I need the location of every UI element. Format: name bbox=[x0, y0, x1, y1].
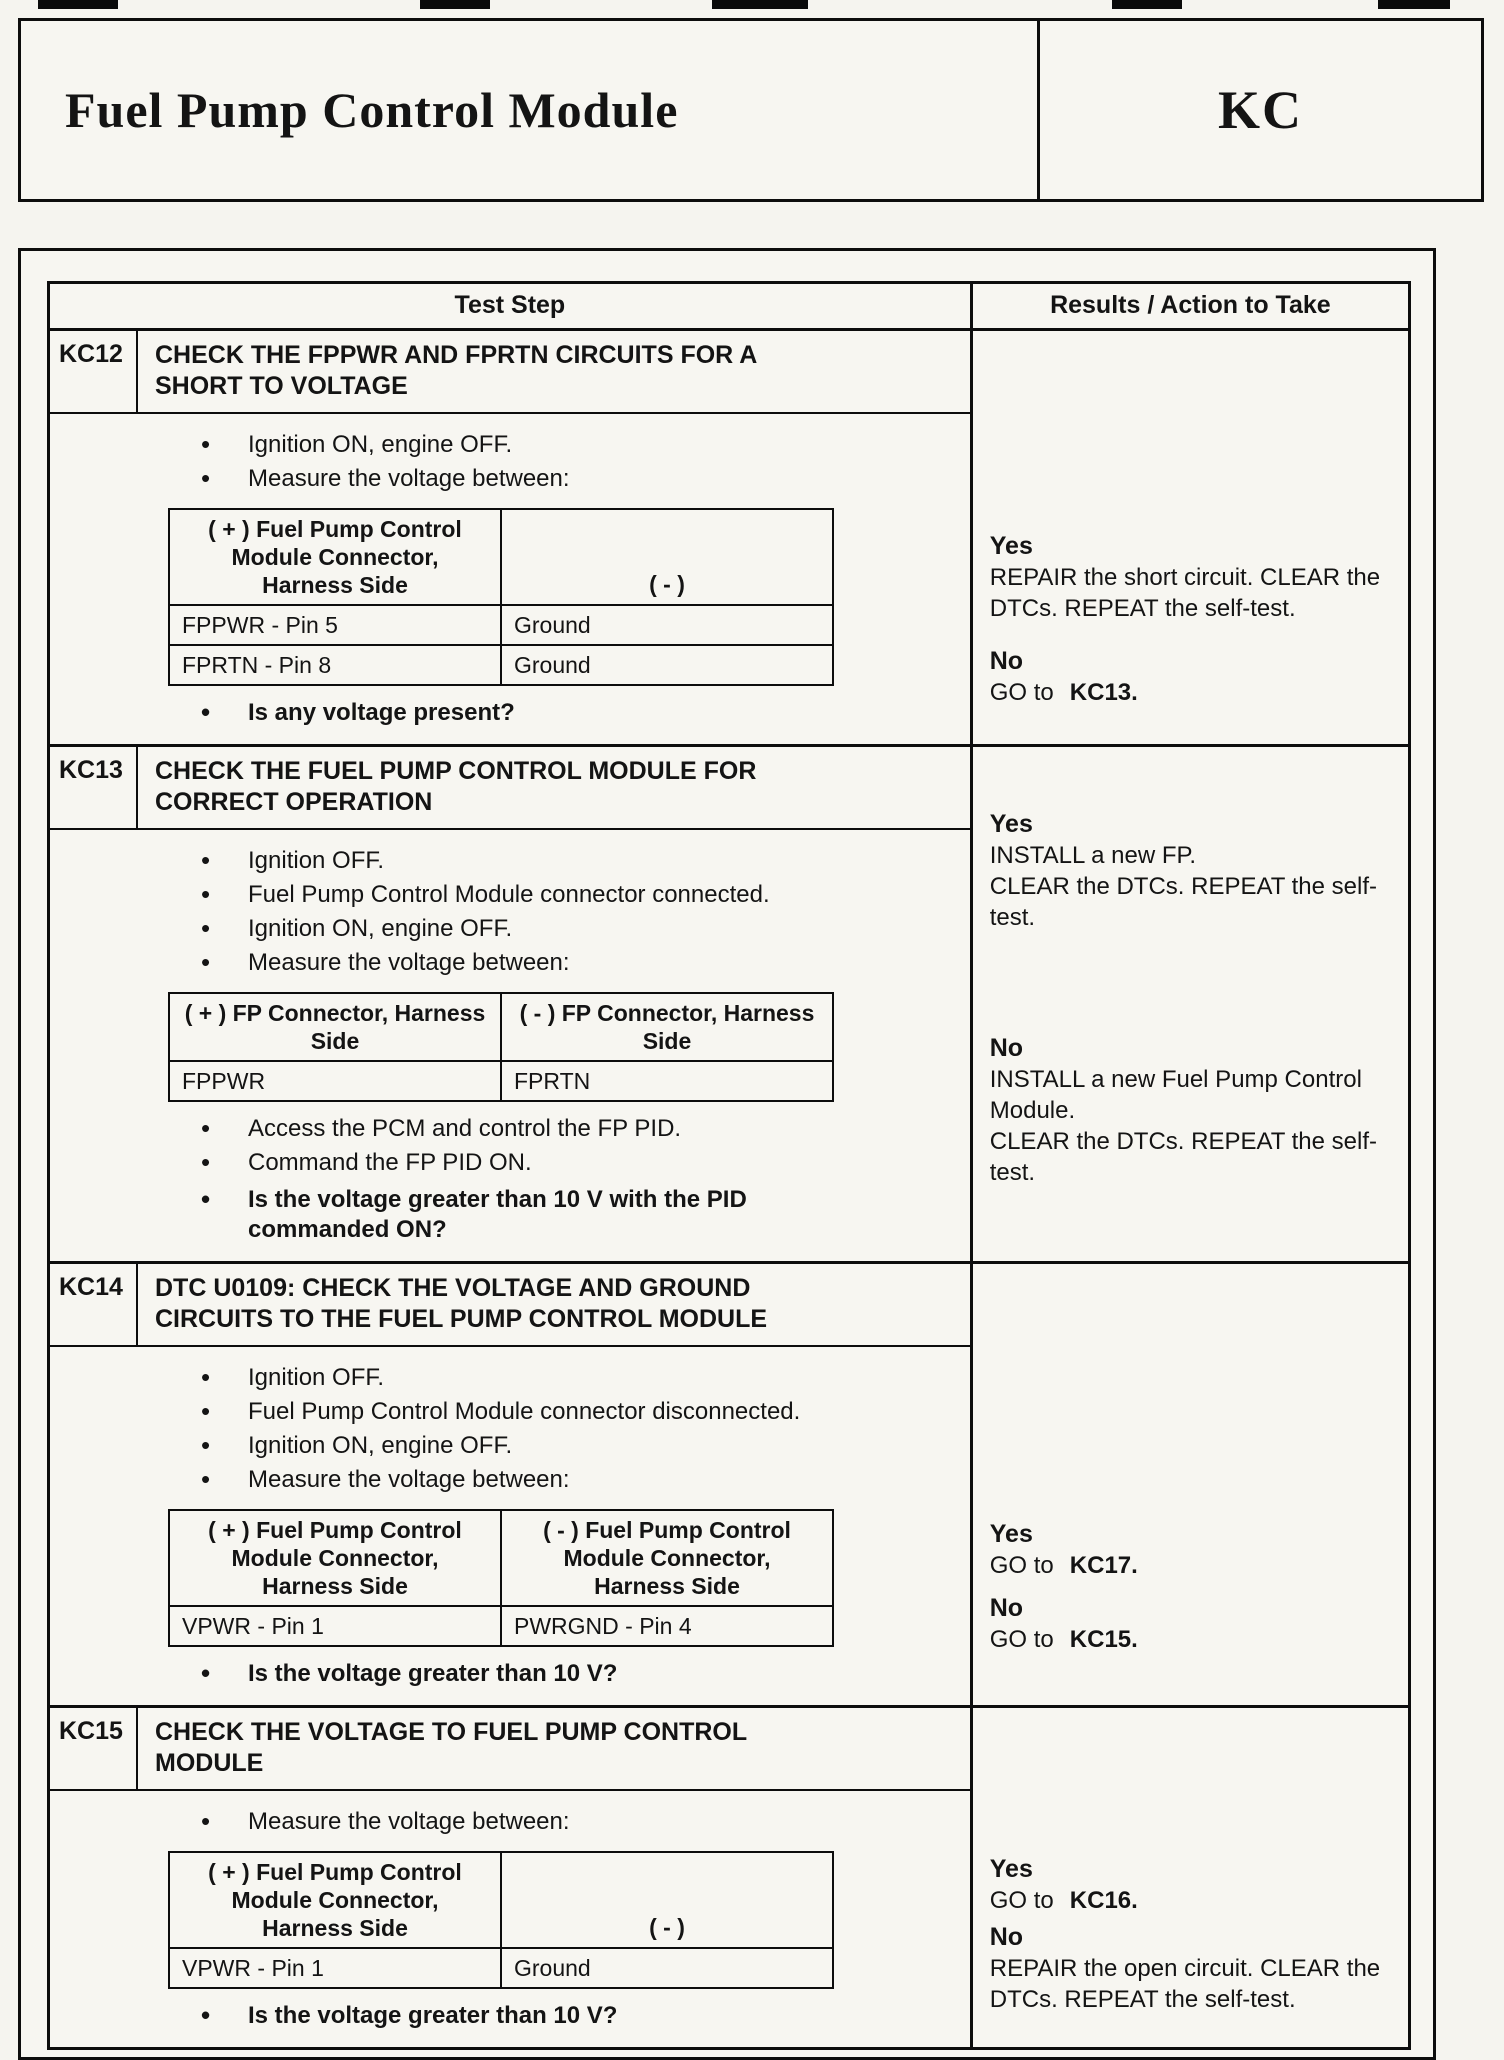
bullet-item: • Ignition ON, engine OFF. bbox=[50, 1431, 956, 1461]
test-step-cell bbox=[49, 1707, 972, 2049]
measurement-minus-header: ( - ) Fuel Pump Control Module Connector, Harness Side bbox=[501, 1510, 833, 1606]
result-no bbox=[990, 1033, 1396, 1188]
go-target-kc17: KC17. bbox=[1069, 1552, 1138, 1579]
measurement-header-row bbox=[169, 1510, 833, 1606]
step-question: • Is the voltage greater than 10 V? bbox=[50, 1659, 810, 1689]
step-body bbox=[50, 830, 970, 1261]
bullet-item: • Ignition ON, engine OFF. bbox=[50, 430, 956, 460]
test-step-cell bbox=[49, 1263, 972, 1707]
go-target-kc15: KC15. bbox=[1069, 1626, 1138, 1653]
results-content bbox=[973, 1708, 1408, 2021]
measurement-table bbox=[168, 992, 834, 1102]
measurement-plus-header: ( + ) FP Connector, Harness Side bbox=[169, 993, 501, 1061]
results-content bbox=[973, 331, 1408, 714]
procedure-bullets bbox=[50, 1807, 956, 1837]
step-header bbox=[50, 331, 970, 414]
result-no-label: No bbox=[989, 647, 1024, 675]
measurement-header-row bbox=[169, 1852, 833, 1948]
pinpoint-test-box bbox=[18, 248, 1436, 2060]
measurement-cell: VPWR - Pin 1 bbox=[169, 1606, 501, 1646]
bullet-item: • Ignition OFF. bbox=[50, 1363, 956, 1393]
measurement-header-row bbox=[169, 509, 833, 605]
measurement-row bbox=[169, 1948, 833, 1988]
test-step-cell bbox=[49, 746, 972, 1263]
go-target-kc16: KC16. bbox=[1069, 1887, 1138, 1914]
step-question: • Is any voltage present? bbox=[50, 698, 810, 728]
results-content bbox=[973, 747, 1408, 1194]
bullet-item: • Fuel Pump Control Module connector connected. bbox=[50, 880, 956, 910]
result-no bbox=[990, 1593, 1396, 1655]
measurement-row bbox=[169, 1061, 833, 1101]
go-prefix: GO to bbox=[989, 679, 1054, 706]
measurement-table bbox=[168, 1509, 834, 1647]
measurement-plus-header: ( + ) Fuel Pump Control Module Connector, Harness Side bbox=[169, 509, 501, 605]
bullet-item: • Ignition OFF. bbox=[50, 846, 956, 876]
go-prefix: GO to bbox=[989, 1887, 1054, 1914]
scan-mark bbox=[1112, 0, 1182, 9]
question-bullet bbox=[50, 1659, 956, 1689]
measurement-table bbox=[168, 508, 834, 686]
bullet-item: • Fuel Pump Control Module connector disconnected. bbox=[50, 1397, 956, 1427]
result-no-label: No bbox=[989, 1594, 1024, 1622]
measurement-cell: FPRTN bbox=[501, 1061, 833, 1101]
result-no-text bbox=[990, 677, 1396, 708]
bullet-item: • Measure the voltage between: bbox=[50, 464, 956, 494]
step-id: KC13 bbox=[50, 747, 138, 828]
go-target-kc13: KC13. bbox=[1069, 679, 1138, 706]
bullet-item: • Ignition ON, engine OFF. bbox=[50, 914, 956, 944]
measurement-row bbox=[169, 645, 833, 685]
measurement-cell: FPPWR bbox=[169, 1061, 501, 1101]
measurement-minus-header: ( - ) FP Connector, Harness Side bbox=[501, 993, 833, 1061]
measurement-cell: FPRTN - Pin 8 bbox=[169, 645, 501, 685]
result-yes bbox=[990, 531, 1396, 624]
procedure-bullets bbox=[50, 1114, 956, 1178]
document-header-title-area bbox=[21, 21, 1037, 199]
result-no-label: No bbox=[989, 1034, 1024, 1062]
result-yes bbox=[990, 809, 1396, 933]
column-header-test-step: Test Step bbox=[49, 283, 972, 330]
results-cell bbox=[971, 330, 1409, 746]
step-title: CHECK THE FUEL PUMP CONTROL MODULE FOR CORRECT OPERATION bbox=[155, 757, 757, 816]
result-no-text bbox=[990, 1624, 1396, 1655]
procedure-bullets bbox=[50, 846, 956, 978]
measurement-plus-header: ( + ) Fuel Pump Control Module Connector, Harness Side bbox=[169, 1852, 501, 1948]
question-bullet bbox=[50, 2001, 956, 2031]
step-title: CHECK THE VOLTAGE TO FUEL PUMP CONTROL MODULE bbox=[155, 1718, 747, 1777]
result-yes-text bbox=[990, 1550, 1396, 1581]
results-cell bbox=[971, 1263, 1409, 1707]
step-id: KC15 bbox=[50, 1708, 138, 1789]
result-no bbox=[990, 1922, 1396, 2015]
result-no bbox=[990, 646, 1396, 708]
result-yes-label: Yes bbox=[989, 810, 1033, 838]
bullet-item: • Access the PCM and control the FP PID. bbox=[50, 1114, 956, 1144]
result-yes-text bbox=[990, 1885, 1396, 1916]
step-body bbox=[50, 414, 970, 744]
results-content bbox=[973, 1264, 1408, 1661]
result-yes-text: INSTALL a new FP. bbox=[989, 842, 1197, 869]
result-no-text: REPAIR the open circuit. CLEAR the DTCs. REPEAT the self-test. bbox=[989, 1955, 1381, 2013]
step-id: KC14 bbox=[50, 1264, 138, 1345]
test-step-cell bbox=[49, 330, 972, 746]
step-title: CHECK THE FPPWR AND FPRTN CIRCUITS FOR A SHORT TO VOLTAGE bbox=[155, 341, 757, 400]
measurement-header-row bbox=[169, 993, 833, 1061]
bullet-item: • Command the FP PID ON. bbox=[50, 1148, 956, 1178]
result-yes-text: CLEAR the DTCs. REPEAT the self-test. bbox=[989, 873, 1377, 931]
question-bullet bbox=[50, 698, 956, 728]
bullet-item: • Measure the voltage between: bbox=[50, 1807, 956, 1837]
measurement-table bbox=[168, 1851, 834, 1989]
measurement-cell: PWRGND - Pin 4 bbox=[501, 1606, 833, 1646]
measurement-cell: Ground bbox=[501, 1948, 833, 1988]
question-bullet bbox=[50, 1185, 956, 1245]
step-row-kc14 bbox=[49, 1263, 1410, 1707]
step-question: • Is the voltage greater than 10 V? bbox=[50, 2001, 810, 2031]
procedure-bullets bbox=[50, 1363, 956, 1495]
results-cell bbox=[971, 1707, 1409, 2049]
scan-mark bbox=[420, 0, 490, 9]
go-prefix: GO to bbox=[989, 1626, 1054, 1653]
results-cell bbox=[971, 746, 1409, 1263]
scan-mark bbox=[1378, 0, 1450, 9]
step-title: DTC U0109: CHECK THE VOLTAGE AND GROUND CIRCUITS TO THE FUEL PUMP CONTROL MODULE bbox=[155, 1274, 768, 1333]
result-yes-text: REPAIR the short circuit. CLEAR the DTCs. REPEAT the self-test. bbox=[989, 564, 1381, 622]
result-yes-label: Yes bbox=[989, 1855, 1033, 1883]
measurement-minus-header: ( - ) bbox=[501, 509, 833, 605]
step-id: KC12 bbox=[50, 331, 138, 412]
result-no-text: INSTALL a new Fuel Pump Control Module. bbox=[989, 1066, 1362, 1124]
scan-mark bbox=[712, 0, 808, 9]
result-yes-label: Yes bbox=[989, 1520, 1033, 1548]
step-body bbox=[50, 1791, 970, 2047]
step-question: • Is the voltage greater than 10 V with the PID commanded ON? bbox=[50, 1185, 810, 1245]
diagnostic-table bbox=[47, 281, 1411, 2050]
measurement-cell: FPPWR - Pin 5 bbox=[169, 605, 501, 645]
step-row-kc13 bbox=[49, 746, 1410, 1263]
go-prefix: GO to bbox=[989, 1552, 1054, 1579]
measurement-minus-header: ( - ) bbox=[501, 1852, 833, 1948]
measurement-cell: Ground bbox=[501, 645, 833, 685]
measurement-plus-header: ( + ) Fuel Pump Control Module Connector, Harness Side bbox=[169, 1510, 501, 1606]
measurement-row bbox=[169, 605, 833, 645]
result-yes bbox=[990, 1519, 1396, 1581]
table-header-row bbox=[49, 283, 1410, 330]
step-header bbox=[50, 1264, 970, 1347]
procedure-bullets bbox=[50, 430, 956, 494]
step-row-kc15 bbox=[49, 1707, 1410, 2049]
step-header bbox=[50, 747, 970, 830]
step-header bbox=[50, 1708, 970, 1791]
measurement-row bbox=[169, 1606, 833, 1646]
section-code: KC bbox=[1218, 80, 1303, 140]
result-yes-label: Yes bbox=[989, 532, 1033, 560]
document-header-code-area bbox=[1037, 21, 1481, 199]
bullet-item: • Measure the voltage between: bbox=[50, 948, 956, 978]
result-no-text: CLEAR the DTCs. REPEAT the self-test. bbox=[989, 1128, 1377, 1186]
scan-mark bbox=[38, 0, 118, 9]
document-header bbox=[18, 18, 1484, 202]
measurement-cell: VPWR - Pin 1 bbox=[169, 1948, 501, 1988]
page-title: Fuel Pump Control Module bbox=[65, 82, 679, 138]
measurement-cell: Ground bbox=[501, 605, 833, 645]
result-yes bbox=[990, 1854, 1396, 1916]
column-header-results: Results / Action to Take bbox=[971, 283, 1409, 330]
result-no-label: No bbox=[989, 1923, 1024, 1951]
step-body bbox=[50, 1347, 970, 1705]
bullet-item: • Measure the voltage between: bbox=[50, 1465, 956, 1495]
step-row-kc12 bbox=[49, 330, 1410, 746]
